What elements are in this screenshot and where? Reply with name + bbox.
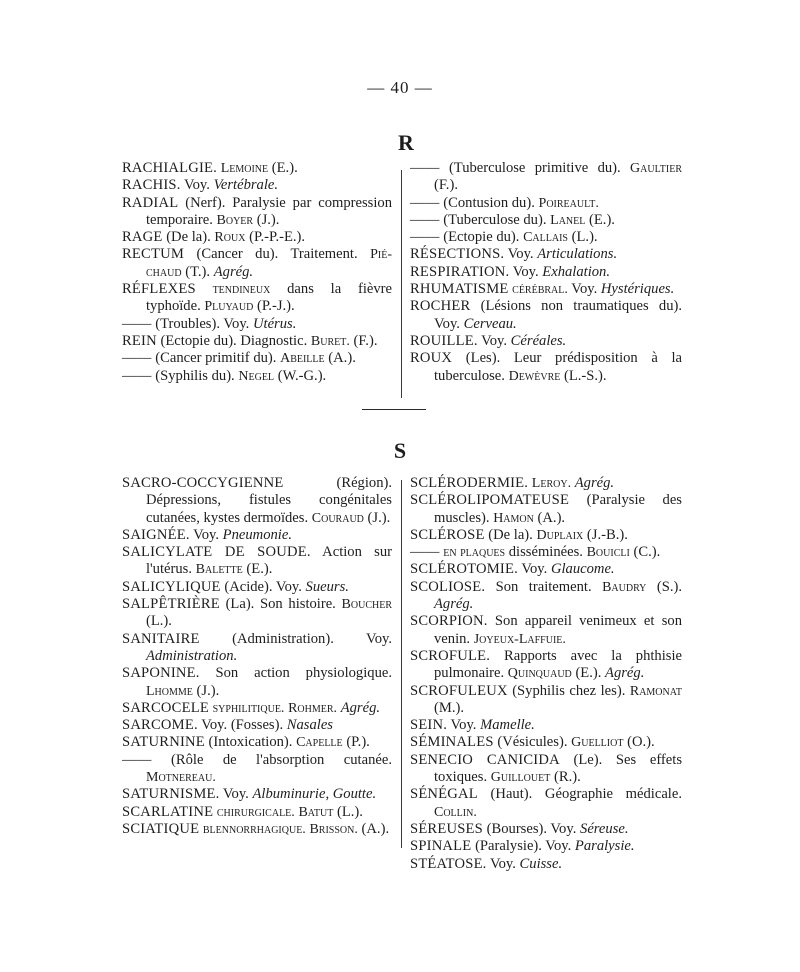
entry-heading: SATURNISME. <box>122 786 220 803</box>
entry-author: Lhomme <box>146 683 193 699</box>
entry-heading: SCIATIQUE <box>122 820 200 837</box>
entry-text: Voy. <box>512 263 539 280</box>
entry-text: Action sur l'utérus. <box>146 544 393 578</box>
entry-text: Voy. <box>193 526 220 543</box>
entry-text: (Les). Leur prédisposition à la tuberculose. <box>434 350 682 384</box>
entry-crossref: Exhalation. <box>542 263 610 280</box>
index-entry <box>410 298 682 333</box>
index-entry <box>122 544 392 579</box>
index-entry <box>122 734 392 751</box>
entry-crossref: Agrég. <box>574 475 615 491</box>
entry-crossref: Administration. <box>146 647 238 664</box>
entry-heading: —— <box>410 229 440 246</box>
entry-text: (Syphilis du). <box>155 367 235 384</box>
index-entry <box>122 333 392 350</box>
entry-text: Voy. <box>571 281 598 298</box>
entry-heading: SALICYLATE DE SOUDE. <box>122 544 311 561</box>
entry-text: (Haut). Géographie médicale. <box>490 786 682 803</box>
index-entry <box>122 631 392 666</box>
entry-initials: (S.). <box>656 578 682 595</box>
entry-initials: (Fosses). <box>230 717 284 734</box>
entry-heading: RHUMATISME <box>410 281 509 298</box>
entry-heading: RECTUM <box>122 246 185 263</box>
index-entry <box>122 527 392 544</box>
entry-initials: (M.). <box>434 699 464 716</box>
index-entry <box>410 648 682 683</box>
entry-author: Couraud <box>311 510 364 526</box>
column-divider-r <box>401 170 402 398</box>
entry-crossref: Sueurs. <box>305 578 349 595</box>
entry-author: Collin. <box>434 804 477 820</box>
entry-text: (Paralysie). Voy. <box>475 838 572 855</box>
entry-initials: (C.). <box>633 544 661 561</box>
entry-text: (Tuberculose primitive du). <box>448 160 621 176</box>
entry-qualifier: cérébral. <box>512 282 568 298</box>
entry-crossref: Albuminurie, Goutte. <box>252 786 377 803</box>
entry-heading: —— <box>410 160 440 176</box>
entry-initials: (L.-S.). <box>564 367 607 384</box>
index-entry <box>410 281 682 298</box>
entry-heading: SCROFULE. <box>410 647 491 664</box>
index-entry <box>410 350 682 385</box>
entry-text: Son appareil venimeux et son venin. <box>434 613 682 647</box>
entry-initials: (E.). <box>589 211 615 228</box>
index-entry <box>410 527 682 544</box>
index-entry <box>122 229 392 246</box>
page-number: — 40 — <box>367 78 433 97</box>
index-entry <box>122 596 392 631</box>
index-entry <box>410 264 682 281</box>
index-entry <box>122 700 392 717</box>
entry-heading: —— <box>410 194 440 211</box>
entry-initials: (J.). <box>196 682 220 699</box>
entry-heading: —— <box>122 367 152 384</box>
index-entry <box>122 665 392 700</box>
entry-heading: SALPÊTRIÈRE <box>122 596 220 613</box>
entry-heading: RÉFLEXES <box>122 281 196 298</box>
index-entry <box>410 734 682 751</box>
entry-text: (Ectopie du). Diagnostic. <box>160 332 308 349</box>
index-entry <box>410 544 682 561</box>
index-entry <box>122 246 392 281</box>
index-entry <box>410 752 682 787</box>
entry-author: Poireault. <box>538 195 599 211</box>
index-entry <box>410 579 682 614</box>
entry-heading: SPINALE <box>410 838 472 855</box>
entry-author: Lemoine <box>220 161 269 176</box>
entry-heading: SACRO-COCCYGIENNE <box>122 475 284 491</box>
entry-author: Negel <box>238 368 275 384</box>
entry-author: Quinquaud <box>507 666 572 682</box>
entry-initials: (A.). <box>537 509 566 526</box>
entry-text: Voy. <box>521 561 548 578</box>
index-entry <box>122 281 392 316</box>
entry-text: (Rôle de l'absorption cutanée. <box>171 751 392 768</box>
entry-heading: —— <box>122 751 152 768</box>
entry-text: Voy. <box>183 177 210 194</box>
entry-author: Guillouet <box>490 770 551 786</box>
index-entry <box>410 246 682 263</box>
entry-heading: RÉSECTIONS. <box>410 246 505 263</box>
entry-heading: STÉATOSE. <box>410 855 487 872</box>
entry-author: Batut <box>298 804 334 820</box>
entry-crossref: Hystériques. <box>600 281 675 298</box>
entry-initials: (L.). <box>571 229 598 246</box>
index-entry <box>122 579 392 596</box>
entry-crossref: Nasales <box>286 717 333 734</box>
entry-heading: SALICYLIQUE <box>122 578 221 595</box>
index-entry <box>410 683 682 718</box>
entry-text: Voy. <box>201 717 228 734</box>
entry-crossref: Séreuse. <box>580 820 629 837</box>
index-entry <box>410 333 682 350</box>
entry-heading: SCLÉROTOMIE. <box>410 561 518 578</box>
index-entry <box>410 492 682 527</box>
entry-text: (Cancer du). Traitement. <box>196 246 358 263</box>
entry-text: (Troubles). Voy. <box>155 315 250 332</box>
entry-text: (Paralysie des muscles). <box>434 492 682 526</box>
entry-heading: ROUILLE. <box>410 332 478 349</box>
entry-author: Duplaix <box>536 527 584 543</box>
column-divider-s <box>401 480 402 848</box>
entry-heading: SATURNINE <box>122 734 205 751</box>
entry-heading: SCORPION. <box>410 613 488 630</box>
entry-crossref: Céréales. <box>510 332 567 349</box>
entry-author: Balette <box>195 562 243 578</box>
entry-text: Voy. <box>489 855 516 872</box>
index-entry <box>410 856 682 873</box>
entry-author: Lanel <box>550 212 586 228</box>
entry-initials: (A.). <box>361 820 390 837</box>
index-entry <box>410 717 682 734</box>
entry-author: Gaultier <box>630 161 682 176</box>
entry-heading: SCLÉRODERMIE. <box>410 475 529 491</box>
entry-author: Bouicli <box>586 545 630 561</box>
entry-heading: —— <box>122 315 152 332</box>
entry-qualifier: chirurgicale. <box>216 804 295 820</box>
entry-initials: (E.). <box>575 665 602 682</box>
entry-author: Abeille <box>280 351 325 367</box>
entry-crossref: Cerveau. <box>463 315 517 332</box>
entry-text: (Acide). Voy. <box>224 578 302 595</box>
entry-text: (Lésions non traumatiques du). Voy. <box>434 298 682 332</box>
index-entry <box>122 804 392 821</box>
index-entry <box>122 195 392 230</box>
entry-author: Motnereau. <box>146 770 216 786</box>
index-entry <box>410 786 682 821</box>
entry-crossref: Agrég. <box>213 263 254 280</box>
entry-text: (La). Son histoire. <box>225 596 336 613</box>
entry-heading: REIN <box>122 332 157 349</box>
entry-text: (Le). Ses effets toxiques. <box>434 751 682 786</box>
entry-heading: SANITAIRE <box>122 630 200 647</box>
index-entry <box>410 613 682 648</box>
entry-crossref: Cuisse. <box>519 855 563 872</box>
section-s-left-column <box>122 475 392 838</box>
entry-heading: —— <box>410 544 440 561</box>
entry-qualifier: tendineux <box>212 282 271 298</box>
entry-heading: SÉMINALES <box>410 734 494 751</box>
entry-author: Boyer <box>216 212 254 228</box>
entry-initials: (P.-J.). <box>256 298 295 315</box>
entry-author: Joyeux-Laffuie. <box>473 631 566 647</box>
entry-text: Son traitement. <box>495 578 592 595</box>
entry-heading: SAIGNÉE. <box>122 526 190 543</box>
entry-author: Pluyaud <box>204 299 254 315</box>
section-letter-r: R <box>398 130 414 155</box>
index-entry <box>122 350 392 367</box>
section-separator <box>362 409 426 410</box>
entry-heading: ROUX <box>410 350 453 367</box>
entry-author: Dewèvre <box>508 368 561 384</box>
entry-heading: RACHIS. <box>122 177 181 194</box>
index-entry <box>122 821 392 838</box>
entry-heading: SCARLATINE <box>122 803 214 820</box>
entry-author: Capelle <box>296 735 343 751</box>
index-entry <box>410 821 682 838</box>
entry-initials: (A.). <box>328 350 356 367</box>
entry-text: (Bourses). Voy. <box>486 820 577 837</box>
entry-initials: (J.). <box>256 211 280 228</box>
entry-heading: SARCOME. <box>122 717 198 734</box>
index-entry <box>410 195 682 212</box>
index-entry <box>410 160 682 195</box>
entry-heading: SCROFULEUX <box>410 682 508 699</box>
entry-text: dans la fièvre typhoïde. <box>146 281 393 315</box>
entry-heading: —— <box>122 350 152 367</box>
entry-text: (Cancer primitif du). <box>155 350 277 367</box>
entry-qualifier: blennorrhagique. <box>202 821 306 837</box>
entry-text: (Nerf). Paralysie par compression temporaire. <box>146 194 392 228</box>
entry-text: Son action physiologique. <box>215 665 392 682</box>
entry-author: Rohmer. <box>288 700 338 716</box>
entry-heading: SARCOCELE <box>122 699 209 716</box>
entry-heading: SENECIO CANICIDA <box>410 751 560 768</box>
entry-initials: (J.-B.). <box>586 526 628 543</box>
entry-text: (De la). <box>166 229 211 246</box>
entry-heading: RESPIRATION. <box>410 263 510 280</box>
entry-author: Boucher <box>341 597 392 613</box>
entry-heading: RADIAL <box>122 194 179 211</box>
entry-initials: (E.). <box>271 160 298 176</box>
entry-author: Baudry <box>602 579 647 595</box>
entry-crossref: Vertébrale. <box>213 177 279 194</box>
index-entry <box>410 838 682 855</box>
entry-text: (Tuberculose du). <box>443 211 547 228</box>
entry-text: (Intoxication). <box>208 734 293 751</box>
entry-heading: SÉNÉGAL <box>410 786 478 803</box>
entry-author: Buret. <box>310 333 350 349</box>
section-r-right-column <box>410 160 682 385</box>
entry-crossref: Articulations. <box>537 246 618 263</box>
index-entry <box>122 316 392 333</box>
entry-crossref: Utérus. <box>252 315 297 332</box>
entry-crossref: Agrég. <box>434 596 474 613</box>
entry-text: (Contusion du). <box>443 194 535 211</box>
entry-initials: (F.). <box>353 332 378 349</box>
index-entry <box>122 160 392 177</box>
entry-text: (Ectopie du). <box>443 229 520 246</box>
index-entry <box>122 786 392 803</box>
entry-text: Rapports avec la phthisie pulmonaire. <box>434 647 682 682</box>
entry-author: Guelliot <box>571 735 624 751</box>
entry-initials: (J.). <box>367 509 391 526</box>
entry-initials: (L.). <box>146 613 172 630</box>
index-entry <box>410 561 682 578</box>
index-entry <box>122 717 392 734</box>
index-entry <box>410 229 682 246</box>
entry-crossref: Paralysie. <box>574 838 635 855</box>
entry-heading: ROCHER <box>410 298 471 315</box>
entry-initials: (T.). <box>185 263 211 280</box>
entry-initials: (F.). <box>434 177 458 194</box>
entry-author: Callais <box>523 230 568 246</box>
entry-initials: (L.). <box>337 803 363 820</box>
entry-text: Voy. <box>450 717 477 734</box>
entry-heading: SCLÉROLIPOMATEUSE <box>410 492 570 509</box>
entry-crossref: Mamelle. <box>480 717 535 734</box>
entry-text: (Syphilis chez les). <box>512 682 626 699</box>
entry-heading: SÉREUSES <box>410 820 483 837</box>
entry-text: Voy. <box>481 332 508 349</box>
entry-text: (Vésicules). <box>497 734 568 751</box>
index-entry <box>122 475 392 527</box>
index-entry <box>122 177 392 194</box>
entry-crossref: Agrég. <box>340 699 381 716</box>
entry-heading: SCOLIOSE. <box>410 578 486 595</box>
section-s-right-column <box>410 475 682 873</box>
section-r-left-column <box>122 160 392 385</box>
entry-author: Roux <box>214 230 246 246</box>
entry-text: Voy. <box>507 246 534 263</box>
entry-initials: (O.). <box>627 734 655 751</box>
entry-text: (Région). Dépressions, fistules congénitales cutanées, kystes dermoïdes. <box>146 475 392 526</box>
entry-qualifier: syphilitique. <box>212 700 285 716</box>
entry-author: Hamon <box>493 510 534 526</box>
entry-author: Brisson. <box>309 821 358 837</box>
entry-crossref: Pneumonie. <box>222 526 292 543</box>
entry-text: (Administration). Voy. <box>232 630 392 647</box>
entry-author: Leroy. <box>531 476 572 491</box>
entry-initials: (P.). <box>346 734 370 751</box>
entry-heading: SCLÉROSE <box>410 526 485 543</box>
index-entry <box>122 368 392 385</box>
entry-initials: (W.-G.). <box>277 367 327 384</box>
entry-text: Voy. <box>222 786 249 803</box>
entry-author: Pié-chaud <box>146 247 392 280</box>
entry-heading: SEIN. <box>410 717 448 734</box>
entry-initials: (E.). <box>246 561 273 578</box>
entry-author: Ramonat <box>629 683 682 699</box>
entry-text: (De la). <box>488 526 533 543</box>
entry-crossref: Glaucome. <box>550 561 615 578</box>
entry-qualifier: en plaques <box>443 545 506 561</box>
entry-heading: RAGE <box>122 229 163 246</box>
index-entry <box>122 752 392 787</box>
entry-crossref: Agrég. <box>605 665 645 682</box>
entry-text: disséminées. <box>508 544 583 561</box>
entry-heading: SAPONINE. <box>122 665 200 682</box>
index-entry <box>410 475 682 492</box>
entry-heading: —— <box>410 211 440 228</box>
entry-initials: (R.). <box>553 769 581 786</box>
entry-heading: RACHIALGIE. <box>122 160 218 176</box>
entry-initials: (P.-P.-E.). <box>249 229 306 246</box>
section-letter-s: S <box>393 438 407 463</box>
index-entry <box>410 212 682 229</box>
